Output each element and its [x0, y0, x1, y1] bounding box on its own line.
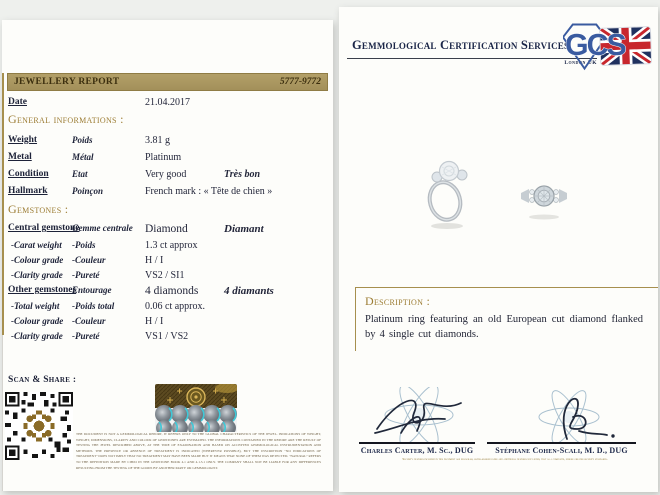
report-title-bar	[7, 73, 328, 91]
value-fr: Diamant	[224, 223, 264, 235]
label-fr: -Poids total	[72, 301, 115, 311]
label-en: Central gemstone	[8, 223, 80, 233]
label-en: -Colour grade	[11, 255, 64, 265]
label-en: -Clarity grade	[11, 270, 63, 280]
qr-code	[5, 392, 73, 460]
hologram-security-sticker	[155, 384, 237, 432]
info-row-metal	[2, 152, 333, 166]
gem-row-colour	[2, 255, 333, 269]
gem-row-carat	[2, 240, 333, 254]
value: Platinum	[145, 152, 182, 163]
general-section-heading: General informations :	[8, 112, 124, 126]
value: 0.06 ct approx.	[145, 301, 205, 312]
header-rule	[347, 58, 597, 59]
label-en: Hallmark	[8, 186, 48, 196]
label-fr: Entourage	[72, 285, 112, 295]
gem-row-clarity2	[2, 331, 333, 345]
ring-side-view-photo	[421, 155, 475, 231]
report-page	[2, 20, 333, 491]
value: H / I	[145, 255, 164, 266]
gem-row-central	[2, 223, 333, 237]
gem-row-total-weight	[2, 301, 333, 315]
value: 4 diamonds	[145, 285, 199, 297]
description-left-border	[355, 287, 356, 351]
label-en: Other gemstones	[8, 285, 77, 295]
description-top-border	[355, 287, 658, 288]
page-edge-shadow	[2, 335, 3, 491]
label-fr: Etat	[72, 169, 88, 179]
svg-text:GCS: GCS	[564, 28, 625, 62]
certifier-title: Gemmological Certification Services	[352, 38, 570, 52]
label-en: -Carat weight	[11, 240, 62, 250]
certificate-page	[339, 7, 658, 492]
info-row-weight	[2, 135, 333, 149]
info-row-condition	[2, 169, 333, 183]
label-fr: Gemme centrale	[72, 223, 133, 233]
gem-row-colour2	[2, 316, 333, 330]
gem-row-other	[2, 285, 333, 299]
report-number: 5777-9772	[279, 77, 321, 87]
description-heading: Description :	[365, 294, 431, 308]
label-fr: -Poids	[72, 240, 96, 250]
gcs-diamond-union-jack-logo	[563, 20, 653, 72]
date-row	[2, 97, 333, 111]
scan-share-heading: Scan & Share :	[8, 375, 77, 385]
label-en: -Total weight	[11, 301, 60, 311]
label-en: Weight	[8, 135, 38, 145]
label-fr: -Couleur	[72, 316, 106, 326]
value-fr: Très bon	[224, 169, 261, 180]
label-fr: Poids	[72, 135, 93, 145]
value: Diamond	[145, 223, 188, 235]
info-row-hallmark	[2, 186, 333, 200]
signature-stephane-cohen-scali-icon	[521, 387, 626, 443]
date-value: 21.04.2017	[145, 97, 190, 108]
label-fr: -Pureté	[72, 331, 100, 341]
gem-row-clarity	[2, 270, 333, 284]
value: VS2 / SI1	[145, 270, 185, 281]
disclaimer-text: THE DOCUMENT IS NOT A GEMMOLOGICAL REPORT, IT REFERS ONLY TO THE GLOBAL CHARACTERISTICS OF THE JEWEL. INDICATIONS OF WEIGHT, WEIGHT, DIMENSIONS, CLARITY AND COLOUR OF GEMSTONES ARE ESTIMATED. THE INFORMATIONS CONTAINED IN THE REPORT ARE THE RESULT OF TESTING THE JEWEL DESCRIBED ABOVE, AT THE TIME OF EXAMINATION AND BASED ON ACCEPTED GEMMOLOGICAL INSTRUMENTATION AND METHODS. THE PRESENCE OR ABSENCE OF TREATMENT IS INDICATED (WHEREVER POSSIBLE), BUT THE INSCRIPTION "NO INDICATIONS OF TREATMENT" DOES NOT IMPLY THAT NO TREATMENT MAY HAVE BEEN MADE BUT IT MEANS THAT NONE OF THEM WAS DETECTED. "NATURAL" REFERS TO THE DEFINITION MADE BY CIBJO IN THE GEMSTONE BOOK 4.1 AND 4.1.3.1 ONLY. THE COMPANY SHALL NOT BE LIABLE FOR ANY DIFFERENCES RESULTING FROM THE TESTING OF THE GOODS BY ANOTHER PARTY OR GEMMOLOGIST.	[76, 432, 321, 470]
signature-line	[487, 442, 636, 444]
label-fr: Métal	[72, 152, 94, 162]
label-en: Metal	[8, 152, 32, 162]
label-en: -Clarity grade	[11, 331, 63, 341]
value: 3.81 g	[145, 135, 170, 146]
value: Very good	[145, 169, 187, 180]
label-fr: -Couleur	[72, 255, 106, 265]
label-en: -Colour grade	[11, 316, 64, 326]
label-fr: Poinçon	[72, 186, 104, 196]
signatory-name: Charles Carter, M. Sc., DUG	[360, 446, 474, 455]
signature-line	[359, 442, 475, 444]
ring-top-view-photo	[519, 179, 569, 221]
value: French mark : « Tête de chien »	[145, 186, 273, 197]
value: H / I	[145, 316, 164, 327]
value-fr: 4 diamants	[224, 285, 274, 297]
signature-charles-carter-icon	[367, 387, 472, 443]
report-title: JEWELLERY REPORT	[14, 77, 120, 87]
value: VS1 / VS2	[145, 331, 189, 342]
gemstones-section-heading: Gemstones :	[8, 202, 69, 216]
certifier-location: London UK	[564, 60, 597, 66]
label-en: Condition	[8, 169, 49, 179]
label-fr: -Pureté	[72, 270, 100, 280]
date-label: Date	[8, 97, 27, 107]
description-text: Platinum ring featuring an old European cut diamond flanked by 4 single cut diamonds.	[365, 314, 643, 341]
security-note-text: Security features included in this document are hologram, water-marked paper and additional features not listed, that as a composite, ensure greater security standards.	[402, 457, 608, 461]
signatory-name: Stéphane Cohen-Scali, M. D., DUG	[495, 446, 628, 455]
value: 1.3 ct approx	[145, 240, 198, 251]
